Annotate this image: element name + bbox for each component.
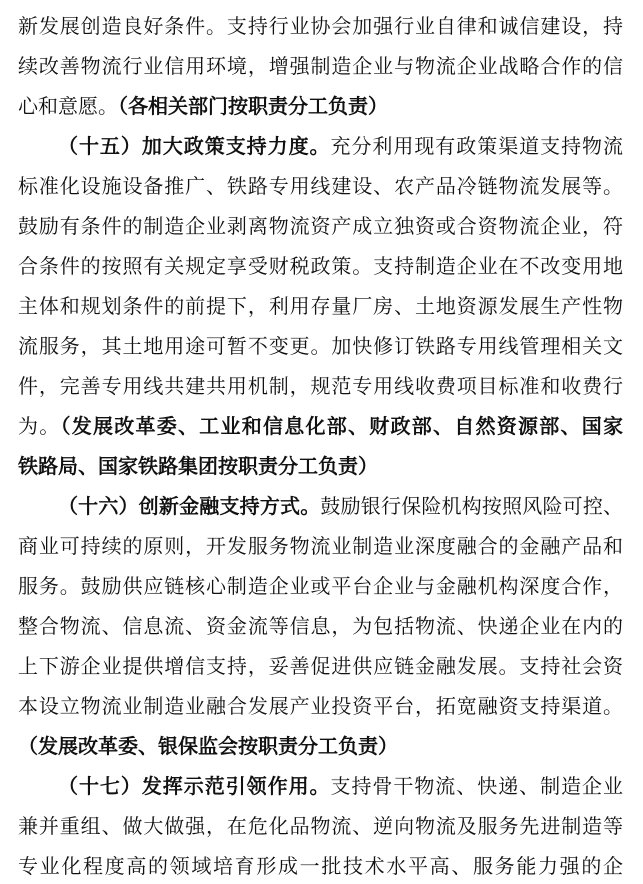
- text-run: 为。: [18, 414, 61, 438]
- text-run: 鼓励银行保险机构按照风险可控、: [320, 494, 624, 518]
- text-line: [18, 88, 623, 124]
- section-heading: （十六）创新金融支持方式。: [58, 494, 321, 518]
- text-line: 合条件的按照有关规定享受财税政策。支持制造企业在不改变用地: [18, 254, 623, 278]
- text-line: 本设立物流业制造业融合发展产业投资平台，拓宽融资支持渠道。: [18, 694, 623, 718]
- responsibility-note: （发展改革委、工业和信息化部、财政部、自然资源部、国家: [60, 414, 623, 438]
- text-line: 商业可持续的原则，开发服务物流业制造业深度融合的金融产品和: [18, 534, 623, 558]
- text-line: 标准化设施设备推广、铁路专用线建设、农产品冷链物流发展等。: [18, 174, 623, 198]
- text-line: [18, 408, 623, 444]
- responsibility-note: 铁路局、国家铁路集团按职责分工负责）: [18, 454, 378, 478]
- text-line: 新发展创造良好条件。支持行业协会加强行业自律和诚信建设，持: [18, 14, 623, 38]
- text-line: 上下游企业提供增信支持，妥善促进供应链金融发展。支持社会资: [18, 654, 623, 678]
- text-run: 充分利用现有政策渠道支持物流: [330, 134, 623, 158]
- text-line: 主体和规划条件的前提下，利用存量厂房、土地资源发展生产性物: [18, 294, 623, 318]
- text-line: 整合物流、信息流、资金流等信息，为包括物流、快递企业在内的: [18, 614, 623, 638]
- paragraph-heading-line: [58, 128, 623, 164]
- responsibility-note: （发展改革委、银保监会按职责分工负责）: [18, 734, 398, 758]
- text-line: 流服务，其土地用途可暂不变更。加快修订铁路专用线管理相关文: [18, 334, 623, 358]
- text-run: 支持骨干物流、快递、制造企业: [330, 774, 623, 798]
- section-heading: （十七）发挥示范引领作用。: [58, 774, 331, 798]
- paragraph-heading-line: [58, 768, 623, 804]
- text-line: 件，完善专用线共建共用机制，规范专用线收费项目标准和收费行: [18, 374, 623, 398]
- text-line: 服务。鼓励供应链核心制造企业或平台企业与金融机构深度合作，: [18, 574, 623, 598]
- paragraph-heading-line: [58, 488, 623, 524]
- text-line: 续改善物流行业信用环境，增强制造企业与物流企业战略合作的信: [18, 54, 623, 78]
- text-line: 兼并重组、做大做强，在危化品物流、逆向物流及服务先进制造等: [18, 814, 623, 838]
- section-heading: （十五）加大政策支持力度。: [58, 134, 331, 158]
- text-line: 鼓励有条件的制造企业剥离物流资产成立独资或合资物流企业，符: [18, 214, 623, 238]
- text-line: 专业化程度高的领域培育形成一批技术水平高、服务能力强的企: [18, 854, 623, 878]
- text-run: 心和意愿。: [18, 94, 118, 118]
- responsibility-note: （各相关部门按职责分工负责）: [118, 94, 388, 118]
